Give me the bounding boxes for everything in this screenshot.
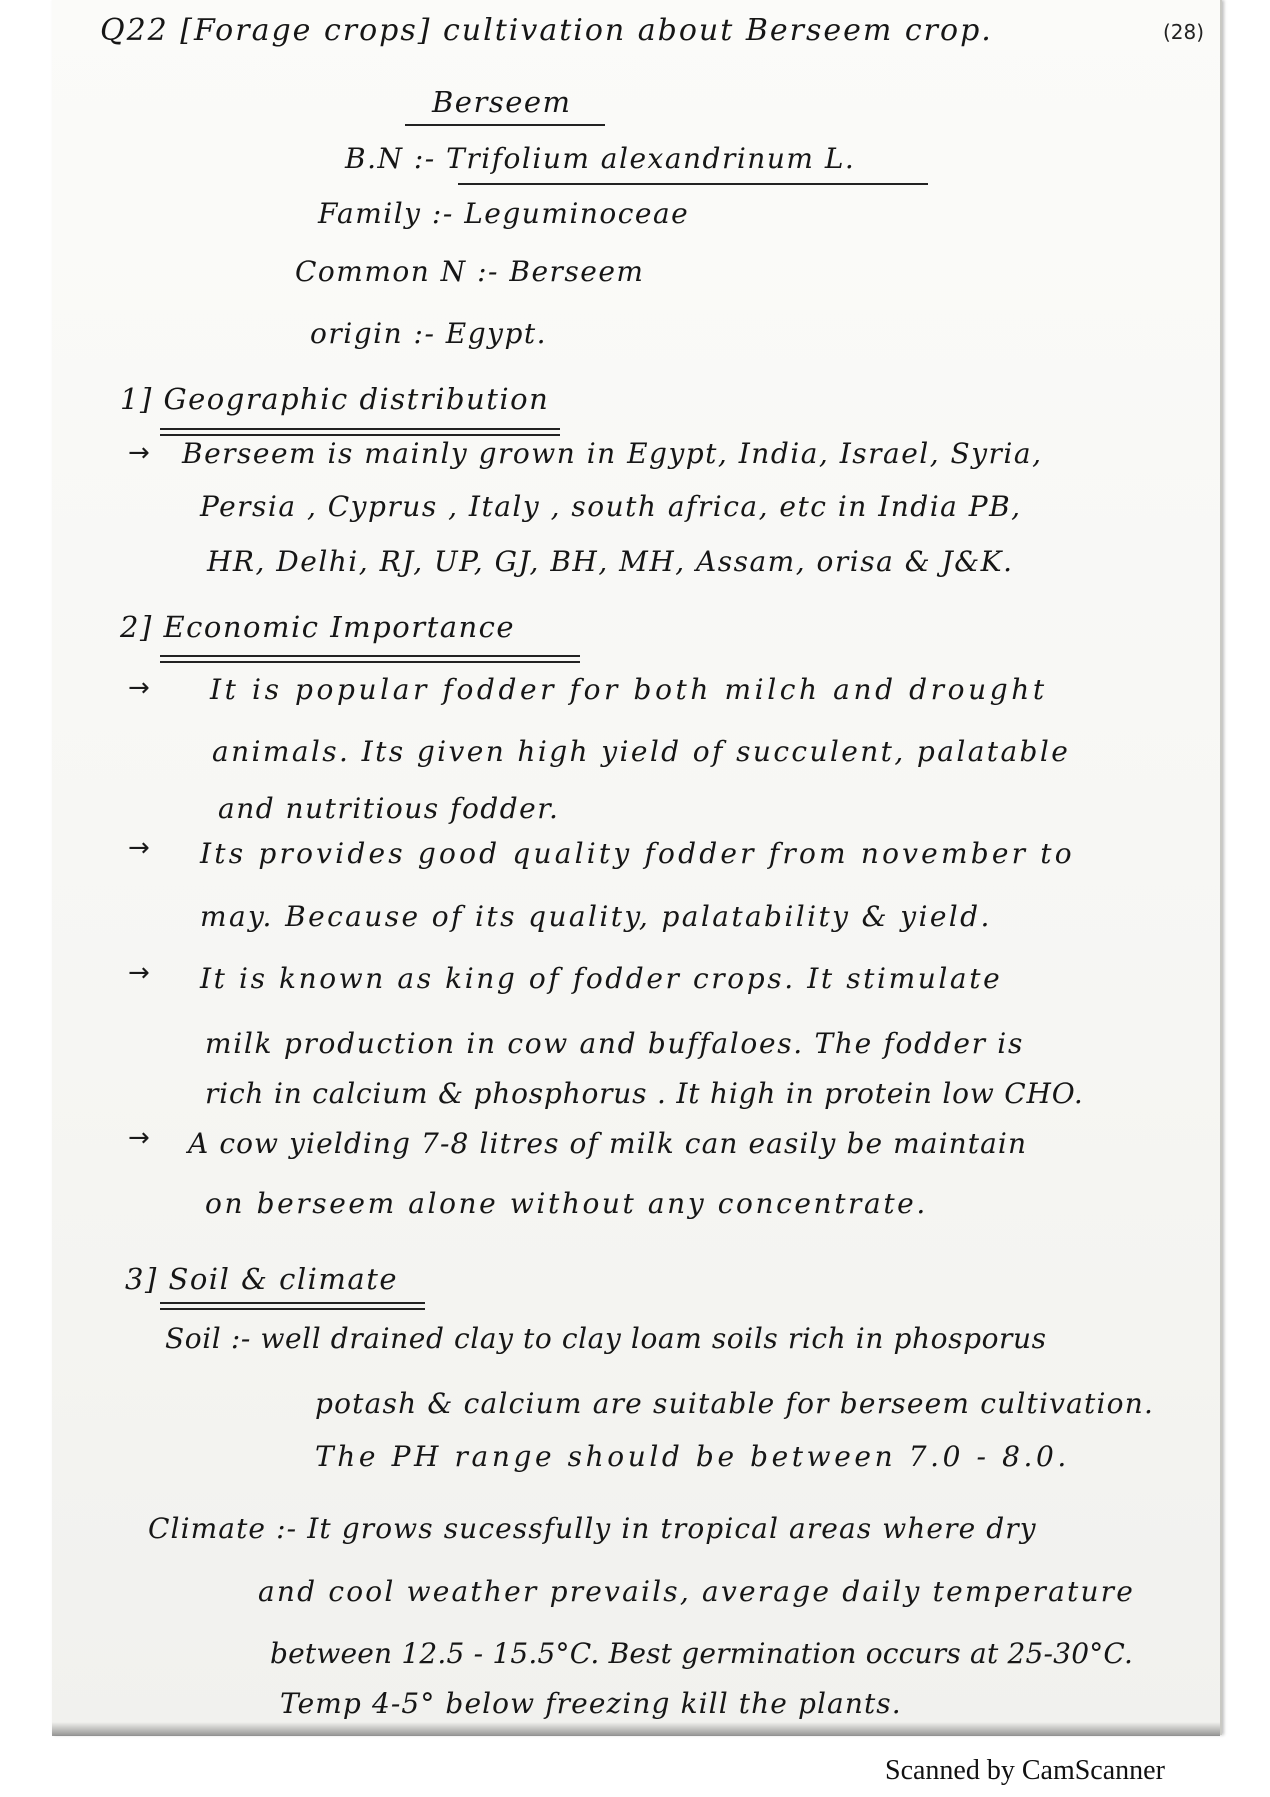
bullet-arrow-icon: → (128, 958, 150, 988)
econ-line-6: It is known as king of fodder crops. It stimulate (200, 962, 1003, 995)
page-edge-shadow (52, 1722, 1220, 1736)
climate-line-1: Climate :- It grows sucessfully in tropical areas where dry (148, 1512, 1037, 1545)
econ-line-2: animals. Its given high yield of succulent, palatable (212, 735, 1071, 768)
bullet-arrow-icon: → (128, 438, 150, 468)
climate-line-3: between 12.5 - 15.5°C. Best germination occurs at 25-30°C. (270, 1637, 1134, 1670)
econ-line-1: It is popular fodder for both milch and drought (210, 673, 1048, 706)
section-geo-underline-2 (160, 434, 560, 436)
section-soil-underline (160, 1302, 425, 1304)
econ-line-3: and nutritious fodder. (218, 792, 560, 825)
crop-name-underline (405, 124, 605, 126)
scanner-watermark: Scanned by CamScanner (885, 1755, 1165, 1786)
bullet-arrow-icon: → (128, 833, 150, 863)
section-soil-heading: 3] Soil & climate (125, 1262, 399, 1296)
econ-line-9: A cow yielding 7-8 litres of milk can easily be maintain (188, 1127, 1028, 1160)
section-econ-underline (160, 655, 580, 657)
econ-line-7: milk production in cow and buffaloes. The fodder is (205, 1027, 1025, 1060)
climate-line-2: and cool weather prevails, average daily temperature (258, 1575, 1136, 1608)
common-name: Common N :- Berseem (295, 255, 645, 288)
page-number: (28) (1163, 20, 1205, 44)
section-geo-underline (160, 428, 560, 430)
section-econ-underline-2 (160, 661, 580, 663)
econ-line-8: rich in calcium & phosphorus . It high in protein low CHO. (205, 1077, 1084, 1110)
econ-line-5: may. Because of its quality, palatability & yield. (200, 900, 992, 933)
botanical-name: B.N :- Trifolium alexandrinum L. (345, 142, 856, 175)
geo-line-1: Berseem is mainly grown in Egypt, India, Israel, Syria, (182, 437, 1043, 470)
bullet-arrow-icon: → (128, 1123, 150, 1153)
section-soil-underline-2 (160, 1308, 425, 1310)
origin: origin :- Egypt. (310, 317, 548, 350)
climate-line-4: Temp 4-5° below freezing kill the plants. (280, 1687, 902, 1720)
geo-line-3: HR, Delhi, RJ, UP, GJ, BH, MH, Assam, orisa & J&K. (207, 545, 1014, 578)
econ-line-4: Its provides good quality fodder from november to (200, 837, 1075, 870)
geo-line-2: Persia , Cyprus , Italy , south africa, etc in India PB, (200, 490, 1022, 523)
section-geo-heading: 1] Geographic distribution (120, 382, 550, 416)
family: Family :- Leguminoceae (318, 197, 690, 230)
soil-line-2: potash & calcium are suitable for berseem cultivation. (315, 1387, 1155, 1420)
bullet-arrow-icon: → (128, 673, 150, 703)
econ-line-10: on berseem alone without any concentrate. (205, 1187, 928, 1220)
soil-line-3: The PH range should be between 7.0 - 8.0. (315, 1440, 1070, 1473)
section-econ-heading: 2] Economic Importance (120, 610, 516, 644)
botanical-name-underline (458, 183, 928, 185)
crop-name: Berseem (432, 85, 572, 119)
question-title: Q22 [Forage crops] cultivation about Berseem crop. (100, 13, 993, 48)
soil-line-1: Soil :- well drained clay to clay loam soils rich in phosporus (165, 1322, 1047, 1355)
